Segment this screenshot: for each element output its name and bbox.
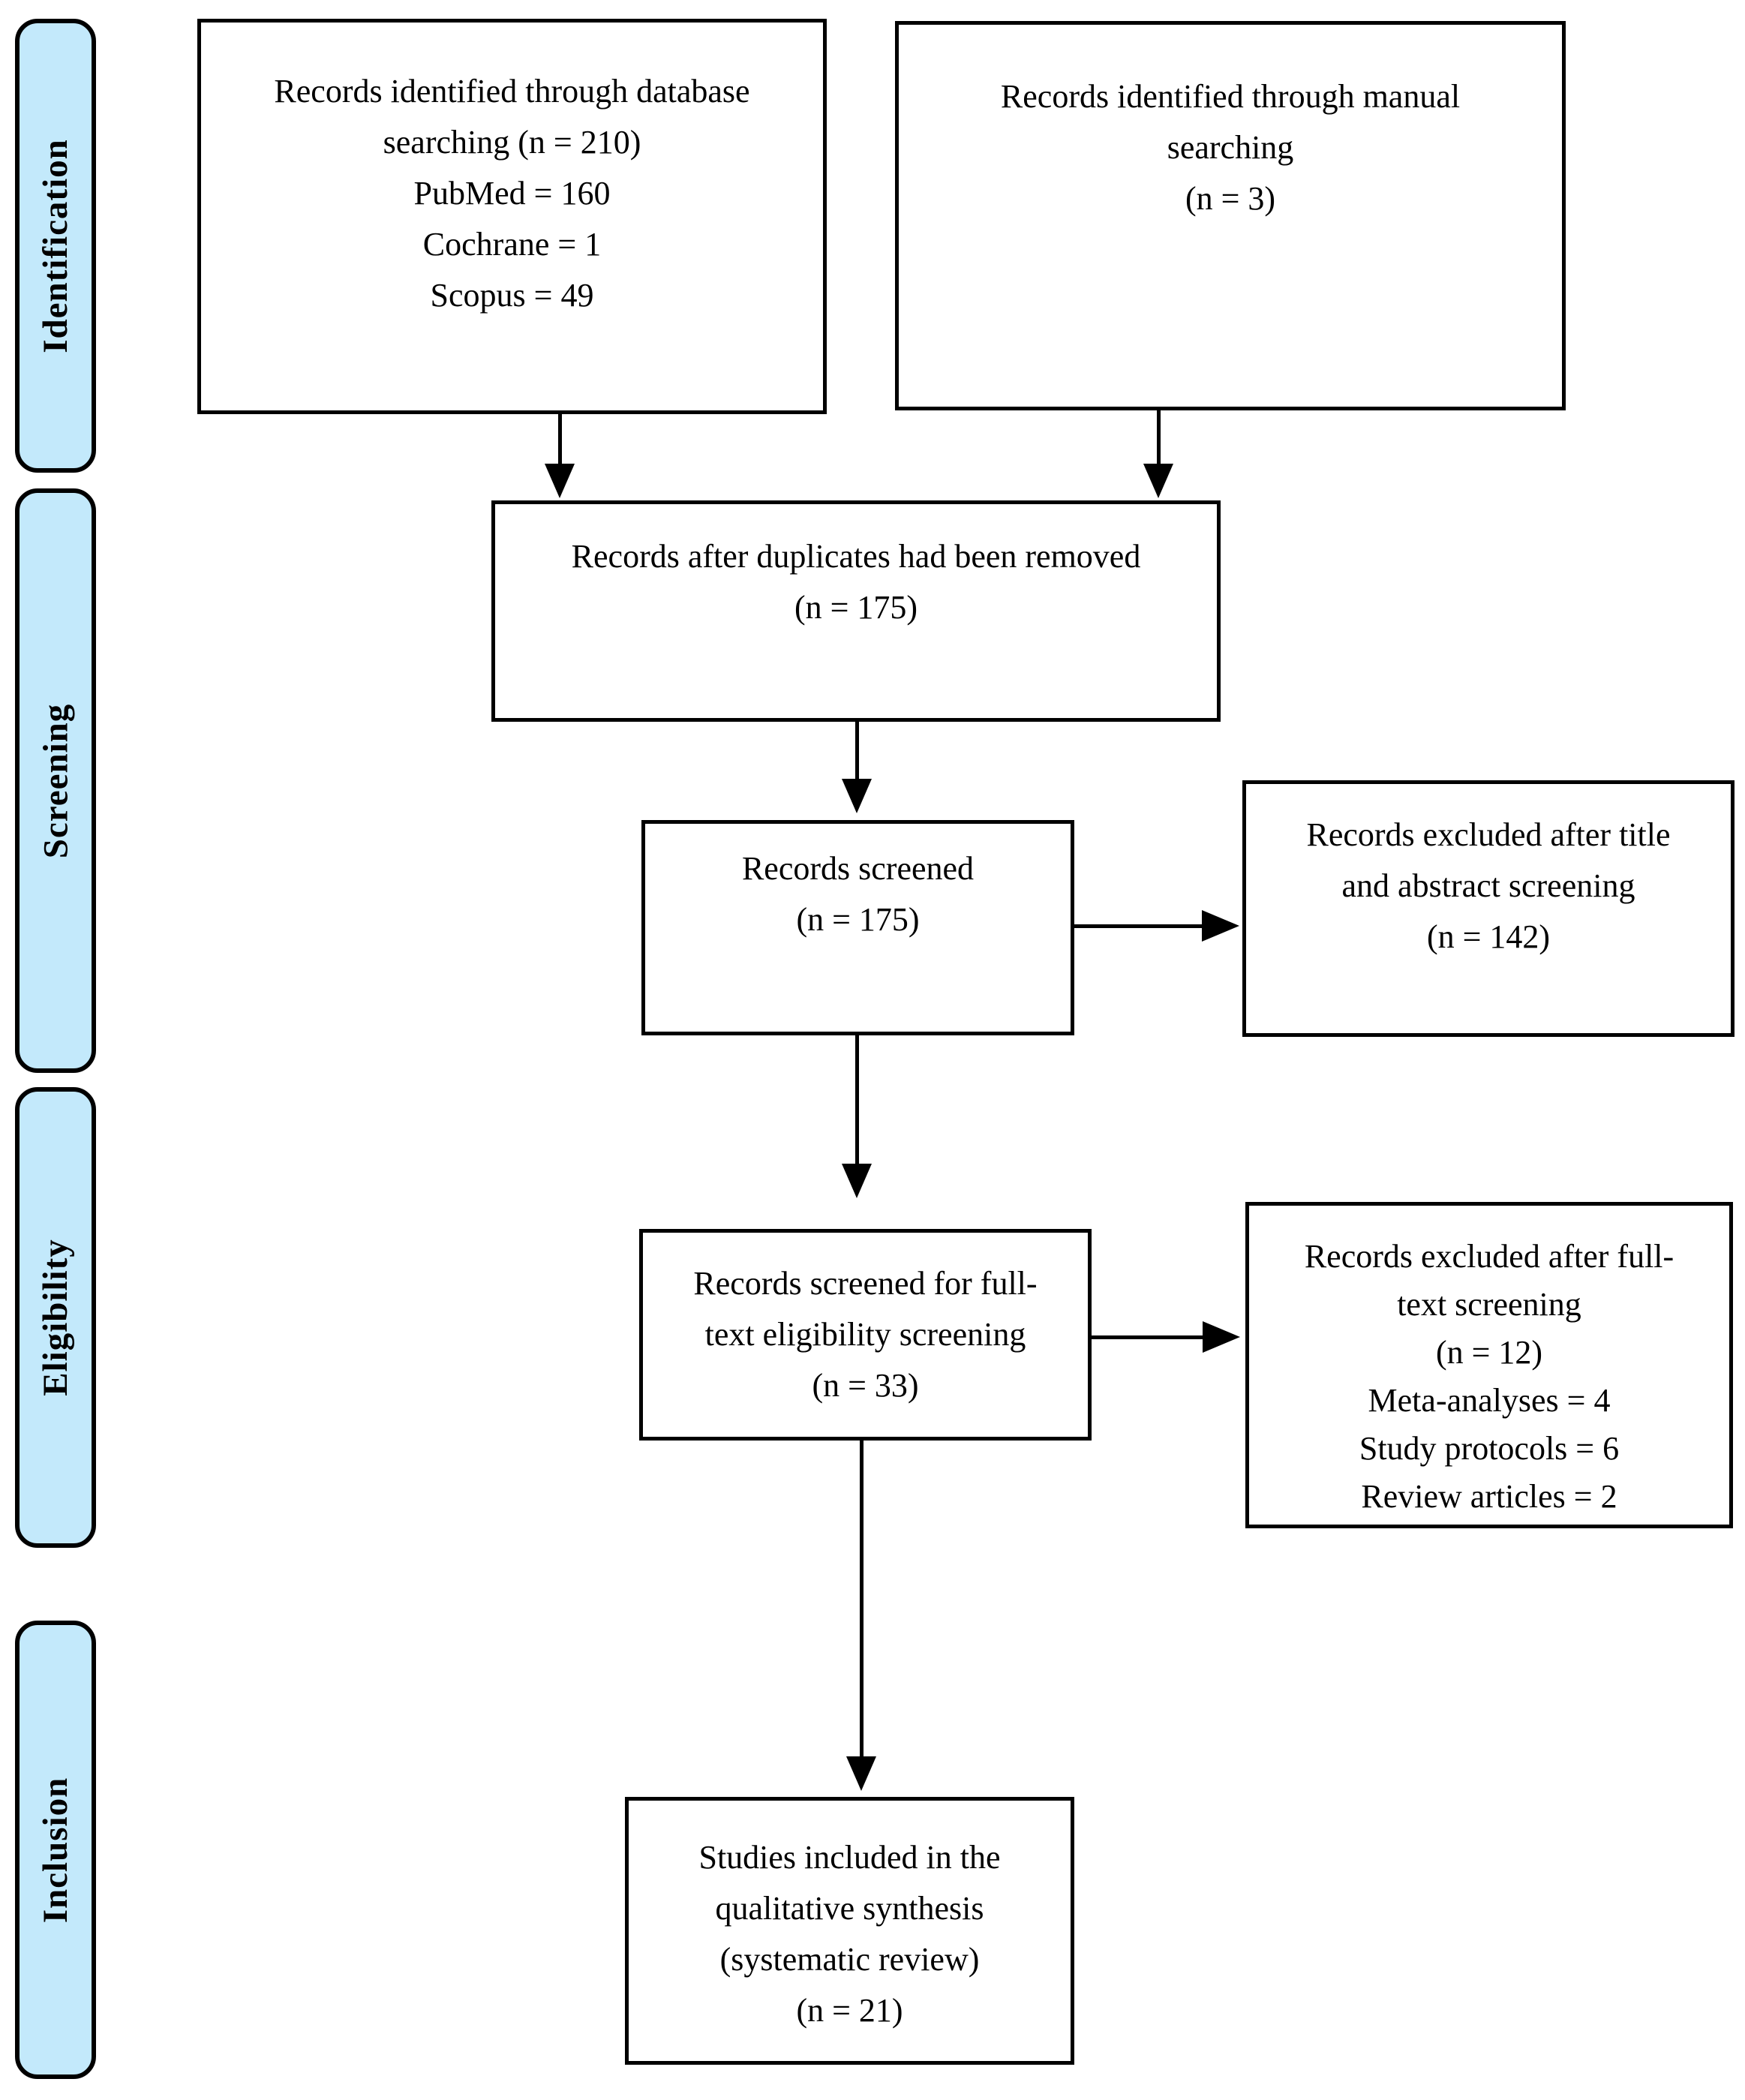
text-line: (n = 142) bbox=[1426, 918, 1551, 955]
arrow-fulltext-to-included-line bbox=[860, 1441, 863, 1759]
box-excluded-fulltext bbox=[1245, 1202, 1733, 1528]
arrow-screened-to-fulltext-head-icon bbox=[842, 1164, 872, 1198]
text-line: PubMed = 160 bbox=[413, 175, 611, 212]
text-line: Studies included in the bbox=[698, 1839, 1001, 1876]
arrow-manual-to-duplicates-line bbox=[1157, 410, 1161, 467]
arrow-fulltext-to-excluded-head-icon bbox=[1203, 1321, 1240, 1353]
text-line: and abstract screening bbox=[1341, 867, 1635, 904]
text-line: Records identified through manual bbox=[1000, 78, 1461, 115]
arrow-screened-to-excluded-line bbox=[1074, 924, 1203, 928]
text-line: (n = 12) bbox=[1435, 1334, 1543, 1371]
text-line: Study protocols = 6 bbox=[1359, 1430, 1620, 1467]
text-line: (n = 3) bbox=[1185, 180, 1276, 217]
stage-inclusion-label: Inclusion bbox=[36, 1777, 76, 1923]
arrow-manual-to-duplicates-head-icon bbox=[1143, 464, 1173, 498]
text-line: (systematic review) bbox=[719, 1941, 980, 1978]
text-line: Records screened bbox=[741, 850, 975, 887]
stage-identification bbox=[15, 19, 96, 473]
text-line: text eligibility screening bbox=[704, 1316, 1026, 1353]
text-line: (n = 21) bbox=[796, 1992, 903, 2029]
stage-eligibility bbox=[15, 1087, 96, 1548]
text-line: Records screened for full- bbox=[693, 1265, 1038, 1302]
text-line: Meta-analyses = 4 bbox=[1368, 1382, 1611, 1419]
stage-inclusion bbox=[15, 1621, 96, 2079]
arrow-database-to-duplicates-head-icon bbox=[545, 464, 575, 498]
stage-eligibility-label: Eligibility bbox=[36, 1239, 75, 1396]
arrow-fulltext-to-excluded-line bbox=[1092, 1335, 1204, 1339]
text-line: Records after duplicates had been removed bbox=[571, 538, 1141, 575]
text-line: (n = 175) bbox=[794, 589, 918, 626]
box-fulltext-eligibility-screened bbox=[639, 1229, 1092, 1441]
arrow-screened-to-excluded-head-icon bbox=[1202, 910, 1239, 942]
text-line: Records excluded after full- bbox=[1304, 1238, 1674, 1275]
arrow-screened-to-fulltext-line bbox=[855, 1035, 859, 1167]
box-studies-included bbox=[625, 1797, 1074, 2065]
stage-screening bbox=[15, 488, 96, 1073]
arrow-duplicates-to-screened-line bbox=[855, 722, 859, 782]
arrow-database-to-duplicates-line bbox=[558, 414, 562, 467]
arrow-fulltext-to-included-head-icon bbox=[846, 1756, 876, 1791]
box-duplicates-removed bbox=[491, 500, 1221, 722]
text-line: (n = 33) bbox=[812, 1367, 919, 1404]
text-line: qualitative synthesis bbox=[715, 1890, 984, 1927]
text-line: text screening bbox=[1397, 1286, 1581, 1323]
text-line: Scopus = 49 bbox=[430, 277, 594, 314]
box-database-searching bbox=[197, 19, 827, 414]
stage-screening-label: Screening bbox=[36, 703, 76, 858]
text-line: searching (n = 210) bbox=[383, 124, 641, 161]
box-manual-searching bbox=[895, 21, 1566, 410]
text-line: Records excluded after title bbox=[1306, 816, 1671, 853]
text-line: Review articles = 2 bbox=[1361, 1478, 1617, 1515]
text-line: Cochrane = 1 bbox=[422, 226, 602, 263]
text-line: (n = 175) bbox=[796, 901, 920, 938]
text-line: searching bbox=[1167, 129, 1294, 166]
stage-identification-label: Identification bbox=[36, 138, 75, 353]
box-records-screened bbox=[641, 820, 1074, 1035]
box-excluded-title-abstract bbox=[1242, 780, 1734, 1037]
text-line: Records identified through database bbox=[274, 73, 750, 110]
arrow-duplicates-to-screened-head-icon bbox=[842, 779, 872, 813]
